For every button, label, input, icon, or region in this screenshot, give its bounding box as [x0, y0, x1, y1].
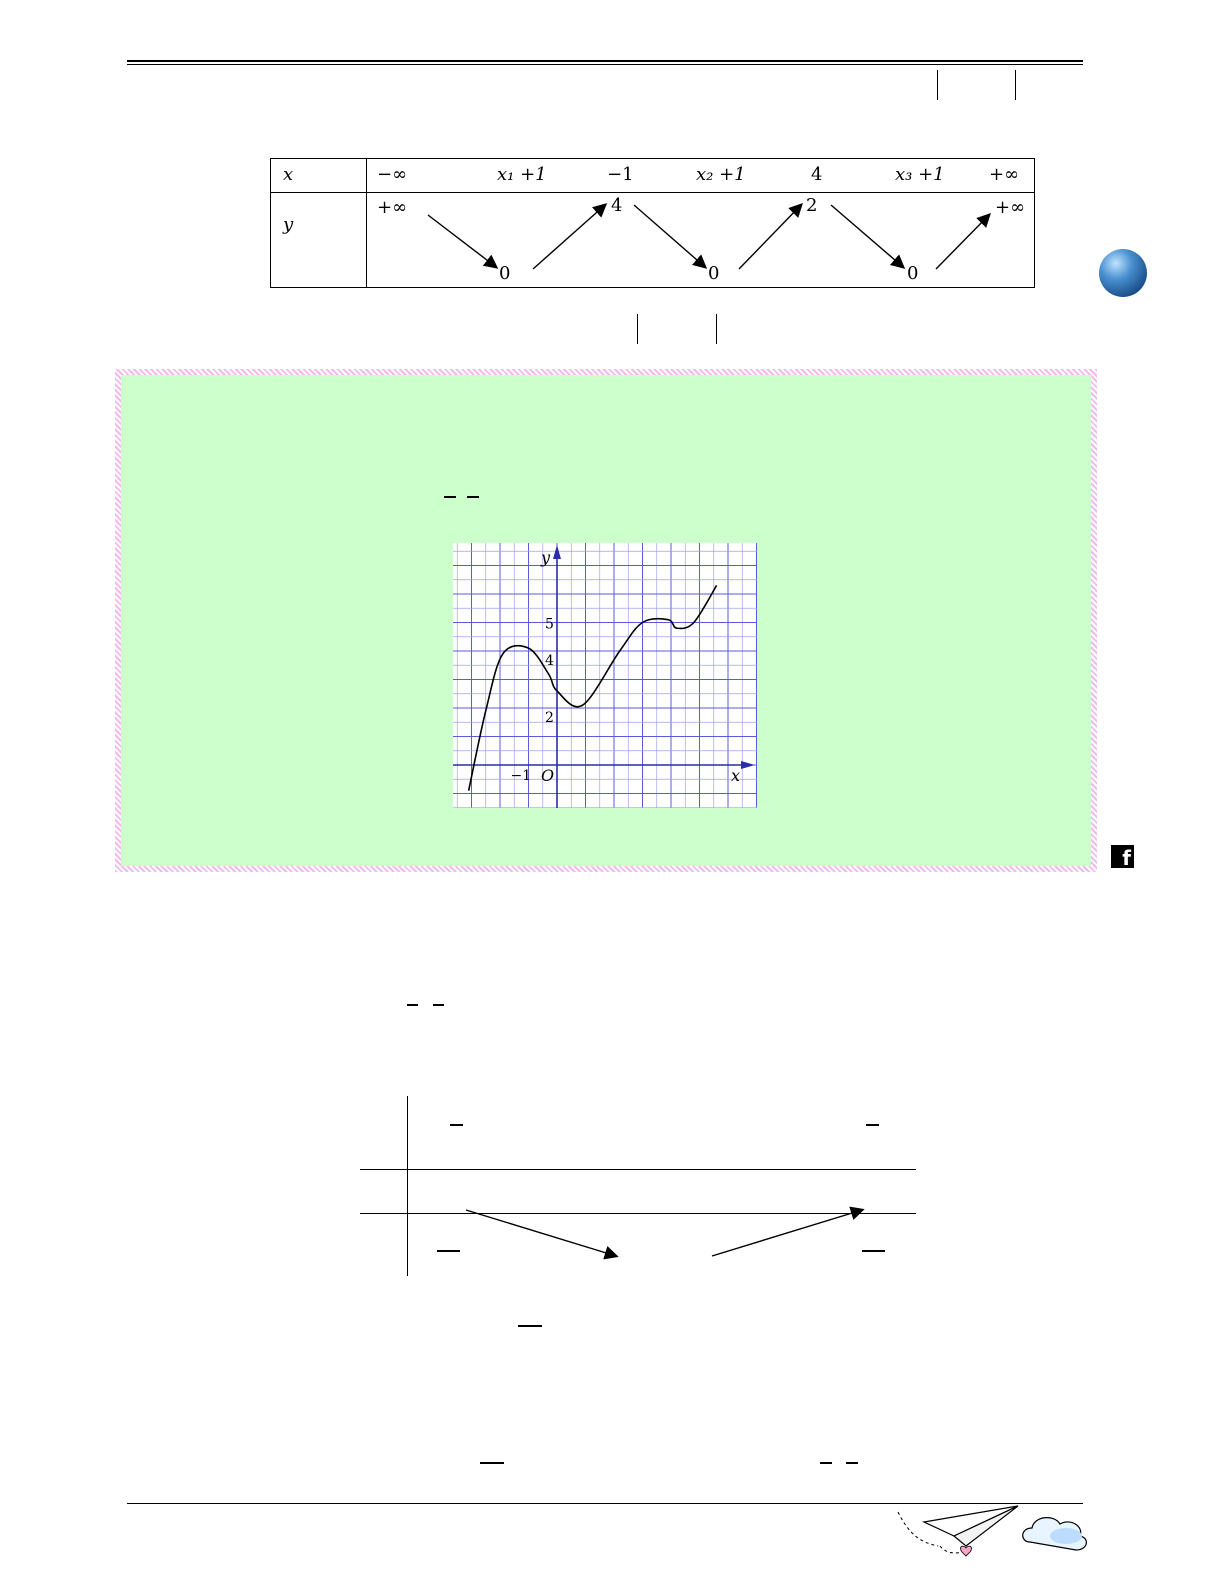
table-x-value: x₃ +1: [895, 164, 945, 185]
table-x-value: x₁ +1: [497, 164, 547, 185]
y-tick-label: 5: [545, 616, 554, 633]
table2-column-separator: [407, 1096, 408, 1276]
function-curve: [469, 585, 717, 790]
y-axis-label: y: [541, 548, 551, 567]
abs-bar-right: [1015, 70, 1016, 100]
y-axis-arrow: [553, 545, 561, 559]
fraction-bar: [467, 496, 479, 498]
table-y-value: +∞: [995, 197, 1026, 218]
x-axis-arrow: [741, 761, 755, 769]
table-x-label: x: [283, 164, 294, 185]
y-tick-label: 4: [545, 653, 554, 669]
table2-row-separator: [360, 1169, 916, 1170]
table-y-value: 0: [907, 263, 919, 284]
abs-bar-left: [637, 314, 638, 344]
fraction-bar: [846, 1462, 858, 1464]
origin-label: O: [541, 766, 555, 785]
table-y-value: 0: [708, 263, 720, 284]
y-tick-label: 2: [545, 710, 554, 726]
paper-plane-cloud-icon: [888, 1502, 1108, 1560]
variation-table-1: [270, 158, 1035, 288]
globe-icon: [1099, 249, 1147, 297]
table-y-value: 4: [611, 195, 623, 216]
fraction-bar: [518, 1325, 542, 1327]
fraction-bar: [450, 1124, 463, 1126]
arrow-down: [466, 1210, 616, 1256]
table-y-label: y: [283, 214, 294, 235]
x-axis-label: x: [731, 766, 741, 785]
arrow-up: [533, 205, 605, 269]
arrow-up: [739, 205, 801, 269]
fraction-bar: [407, 1004, 418, 1006]
graph-svg: [453, 543, 757, 808]
arrow-down: [428, 215, 496, 267]
table-arrows: [271, 159, 1036, 289]
table-x-value: 4: [811, 164, 823, 185]
arrow-down: [634, 205, 705, 267]
fraction-bar: [866, 1124, 879, 1126]
arrow-up: [936, 215, 989, 269]
fraction-bar: [480, 1462, 504, 1464]
function-graph: [453, 543, 757, 808]
table-y-value: +∞: [377, 197, 408, 218]
abs-bar-left: [937, 70, 938, 100]
header-rule-bottom: [127, 64, 1083, 65]
table-y-value: 0: [499, 263, 511, 284]
table-y-value: 2: [806, 195, 818, 216]
fraction-bar: [433, 1004, 444, 1006]
facebook-icon[interactable]: f: [1111, 845, 1134, 868]
arrow-up: [712, 1210, 862, 1256]
table-x-value: x₂ +1: [696, 164, 746, 185]
header-rule-top: [127, 60, 1083, 62]
fraction-bar: [444, 496, 456, 498]
table-x-value: +∞: [989, 164, 1020, 185]
x-tick-label: −1: [510, 768, 532, 784]
arrow-down: [831, 205, 903, 267]
table-x-value: −∞: [377, 164, 408, 185]
table2-arrows: [440, 1200, 880, 1270]
fraction-bar: [820, 1462, 832, 1464]
abs-bar-right: [716, 314, 717, 344]
table-x-value: −1: [607, 164, 634, 185]
